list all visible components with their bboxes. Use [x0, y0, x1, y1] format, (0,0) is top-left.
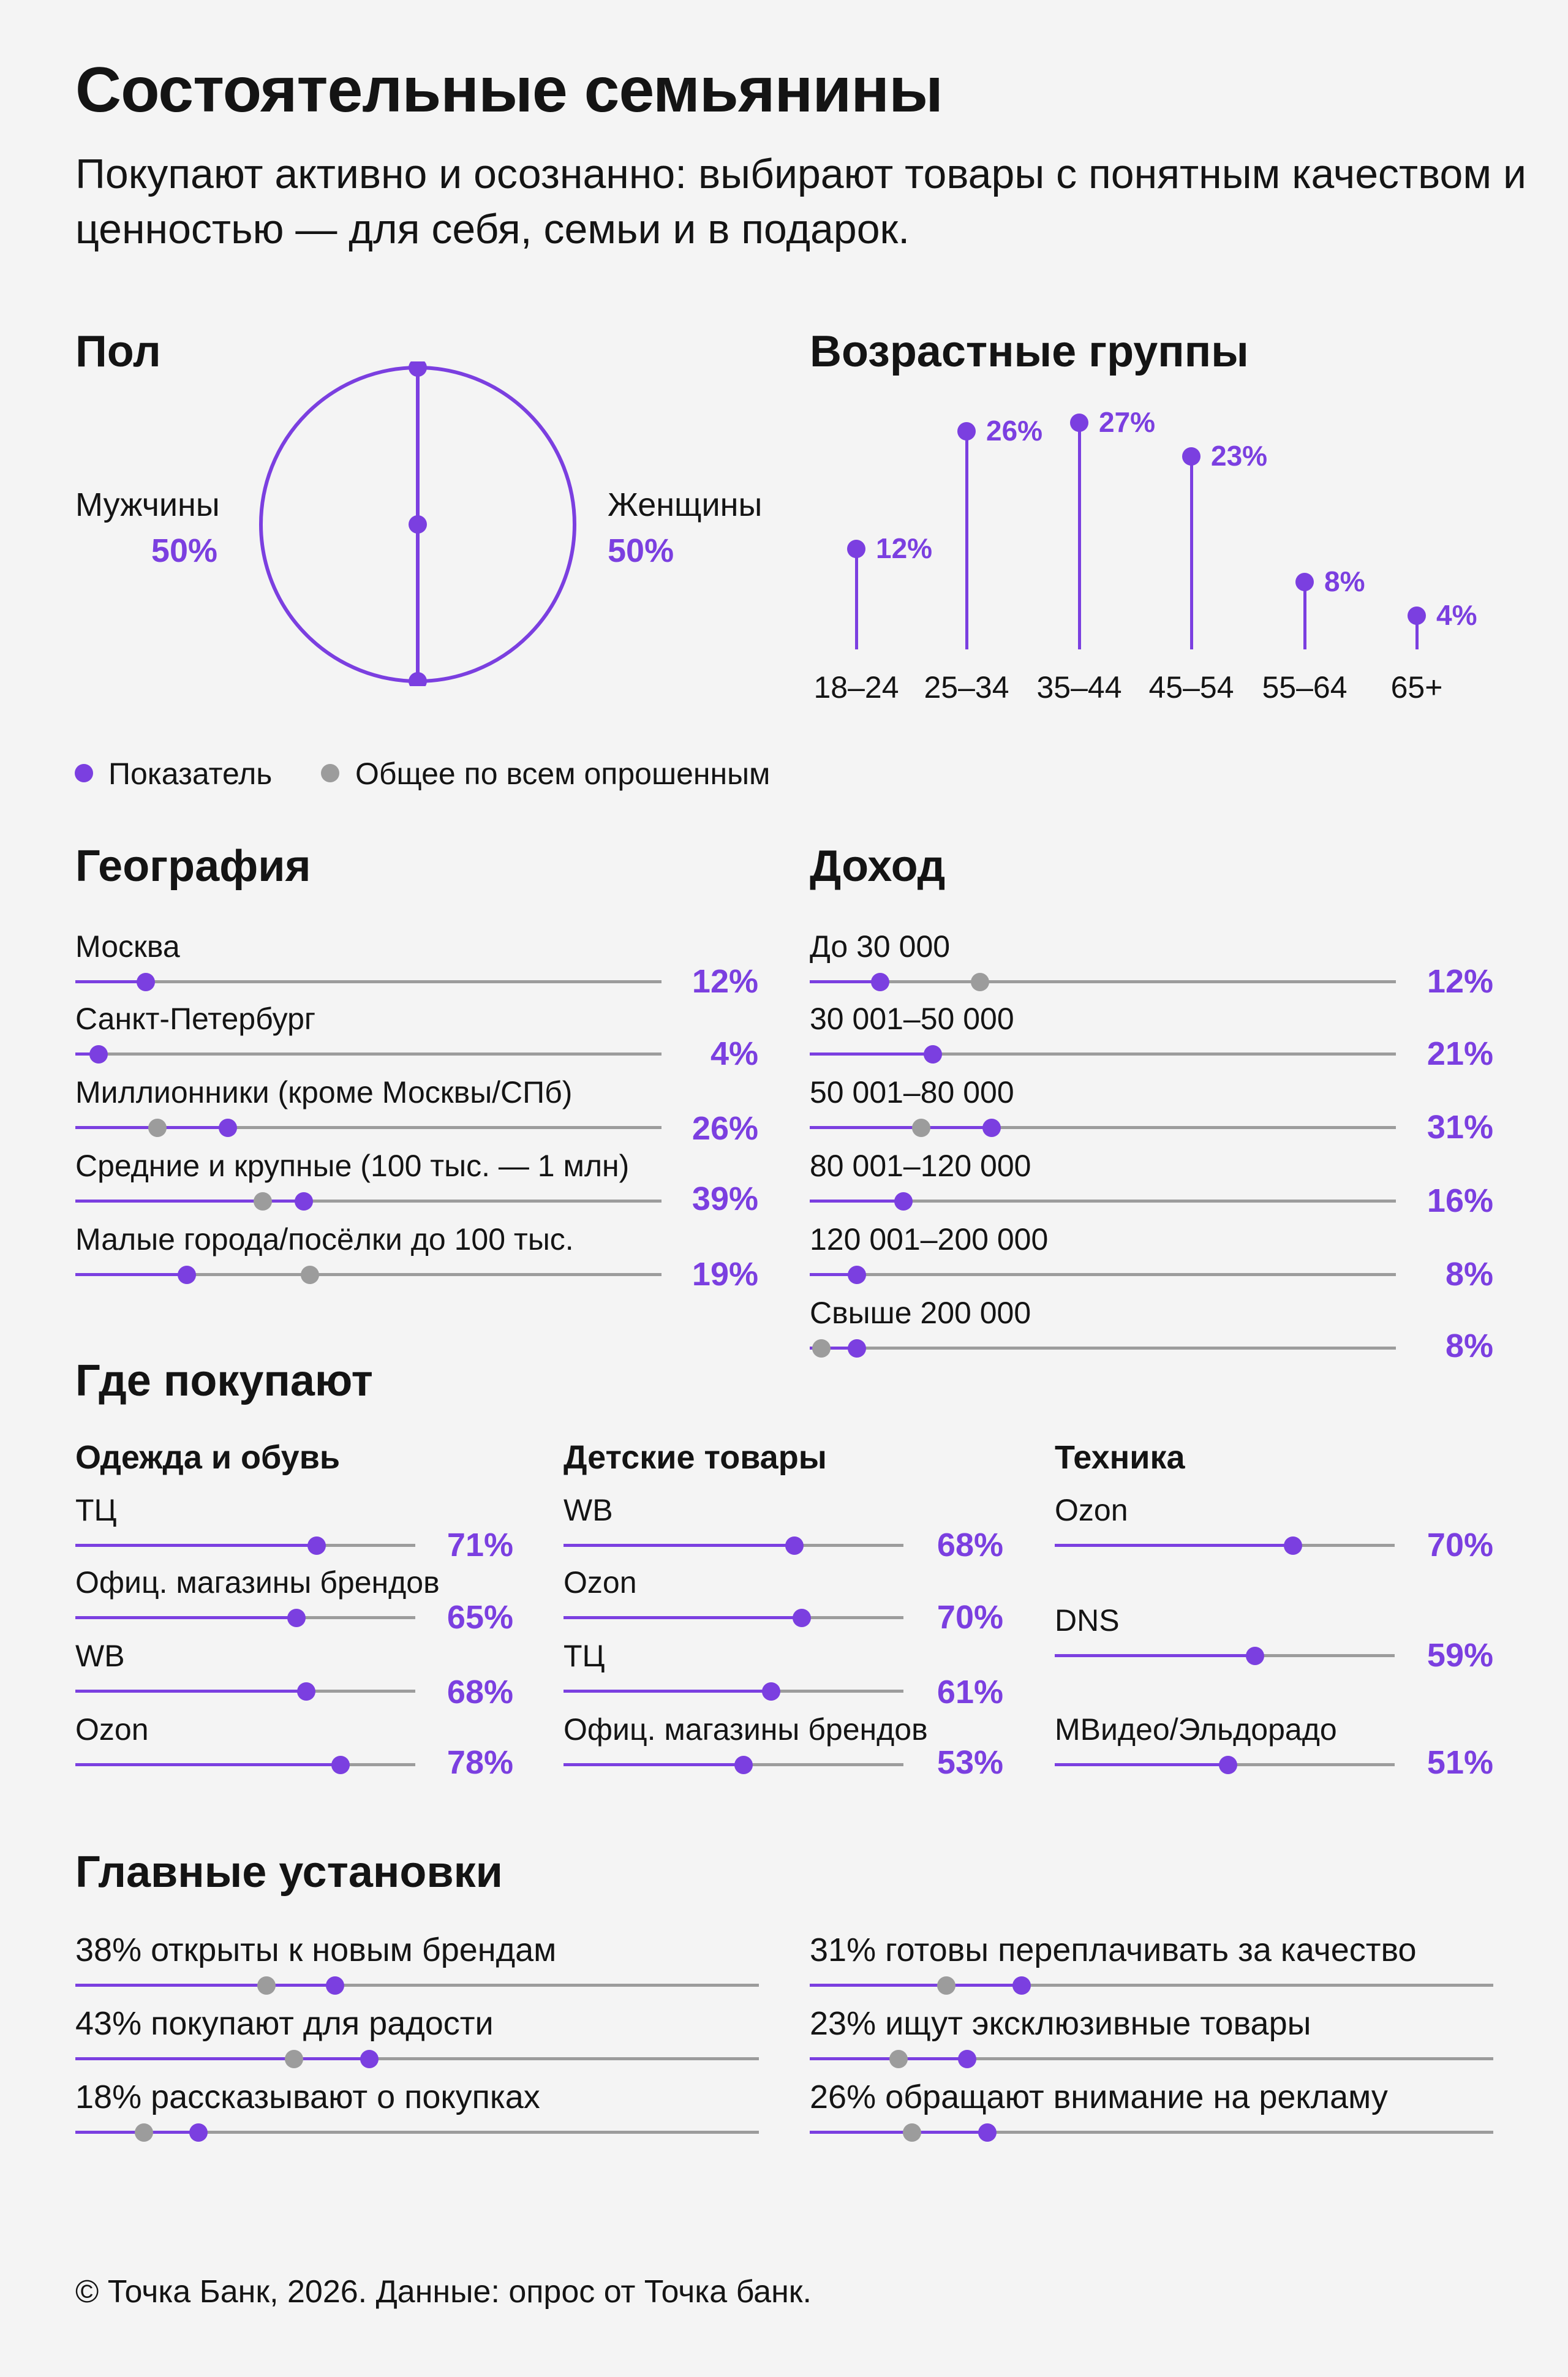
geography-row-overall-dot: [301, 1266, 319, 1284]
where-row-track: [564, 1616, 903, 1619]
where-row-value-dot: [297, 1682, 315, 1701]
geography-row-value: 19%: [692, 1256, 758, 1293]
income-row-label: Свыше 200 000: [810, 1296, 1031, 1330]
where-row-value-dot: [1246, 1647, 1264, 1665]
income-row-fill: [810, 1200, 903, 1203]
income-row-fill: [810, 1052, 933, 1056]
age-title: Возрастные группы: [810, 327, 1249, 376]
income-row-track: [810, 1052, 1396, 1056]
where-row-track: [1055, 1544, 1395, 1547]
age-bar-label: 65+: [1390, 670, 1443, 705]
income-row-value-dot: [871, 973, 889, 991]
legend-overall-label: Общее по всем опрошенным: [355, 757, 771, 791]
attitude-row-overall-dot: [285, 2050, 303, 2068]
men-value: 50%: [151, 532, 217, 569]
geography-row-value: 26%: [692, 1110, 758, 1147]
income-row-value-dot: [848, 1339, 866, 1358]
attitude-row-overall-dot: [937, 1976, 956, 1995]
geography-row-value-dot: [89, 1045, 108, 1064]
geography-row-value: 39%: [692, 1181, 758, 1217]
where-row-label: Ozon: [1055, 1493, 1128, 1527]
where-row-value-dot: [793, 1609, 811, 1627]
where-row-value: 78%: [447, 1744, 513, 1781]
where-row-value-dot: [1284, 1536, 1302, 1555]
attitudes-title: Главные установки: [75, 1848, 503, 1897]
where-title: Где покупают: [75, 1356, 373, 1405]
age-bar-dot: [1295, 573, 1314, 591]
where-row-label: Офиц. магазины брендов: [75, 1565, 440, 1600]
where-row-track: [564, 1763, 903, 1766]
attitude-row-overall-dot: [135, 2123, 153, 2142]
geography-row-track: [75, 980, 662, 983]
where-row-label: МВидео/Эльдорадо: [1055, 1712, 1337, 1747]
where-row-label: WB: [564, 1493, 613, 1527]
where-group-title-kids: Детские товары: [564, 1439, 827, 1476]
where-row-fill: [75, 1616, 296, 1619]
where-row-value-dot: [307, 1536, 326, 1555]
income-row-label: 120 001–200 000: [810, 1222, 1049, 1257]
geography-row-label: Санкт-Петербург: [75, 1002, 316, 1036]
income-title: Доход: [810, 842, 946, 891]
where-row-value: 70%: [937, 1599, 1003, 1636]
income-row-overall-dot: [912, 1119, 930, 1137]
age-bar: [1078, 423, 1081, 649]
income-row-track: [810, 1347, 1396, 1350]
where-row-value-dot: [785, 1536, 804, 1555]
income-row-value-dot: [848, 1266, 866, 1284]
geography-row-track: [75, 1126, 662, 1129]
attitude-row-track: [810, 2131, 1493, 2134]
geography-row-value-dot: [219, 1119, 237, 1137]
geography-row-value-dot: [295, 1192, 313, 1211]
attitude-row-track: [75, 2131, 759, 2134]
age-bar: [965, 431, 968, 649]
age-bar-value: 26%: [986, 414, 1043, 447]
attitude-row-value-dot: [326, 1976, 344, 1995]
attitude-row-value-dot: [958, 2050, 976, 2068]
geography-row-overall-dot: [254, 1192, 272, 1211]
where-row-value: 70%: [1427, 1527, 1493, 1563]
women-value: 50%: [608, 532, 674, 569]
geography-row-value: 12%: [692, 963, 758, 1000]
attitude-row-fill: [810, 1984, 1022, 1987]
income-row-fill: [810, 1126, 992, 1129]
attitude-row-fill: [810, 2131, 987, 2134]
income-row-label: До 30 000: [810, 929, 951, 964]
where-row-track: [1055, 1654, 1395, 1657]
gender-dot-center: [409, 515, 427, 534]
where-row-fill: [75, 1690, 306, 1693]
where-row-track: [75, 1616, 415, 1619]
where-row-value: 65%: [447, 1599, 513, 1636]
geography-row-track: [75, 1052, 662, 1056]
attitude-row-label: 18% рассказывают о покупках: [75, 2079, 540, 2115]
where-row-label: Офиц. магазины брендов: [564, 1712, 928, 1747]
income-row-value-dot: [982, 1119, 1001, 1137]
where-row-fill: [1055, 1654, 1255, 1657]
men-label: Мужчины: [75, 486, 220, 523]
where-row-value: 61%: [937, 1674, 1003, 1710]
where-row-track: [564, 1690, 903, 1693]
geography-row-overall-dot: [148, 1119, 167, 1137]
where-group-title-tech: Техника: [1055, 1439, 1185, 1476]
age-bar-value: 4%: [1436, 599, 1477, 632]
attitude-row-value-dot: [189, 2123, 208, 2142]
income-row-label: 50 001–80 000: [810, 1075, 1014, 1109]
legend-overall-dot: [321, 764, 339, 782]
gender-title: Пол: [75, 327, 161, 376]
legend-indicator-dot: [75, 764, 93, 782]
where-row-label: Ozon: [75, 1712, 149, 1747]
footer-source: © Точка Банк, 2026. Данные: опрос от Точка банк.: [75, 2274, 812, 2310]
page-title: Состоятельные семьянины: [75, 55, 943, 126]
where-row-fill: [75, 1763, 341, 1766]
attitude-row-value-dot: [360, 2050, 379, 2068]
where-row-value: 71%: [447, 1527, 513, 1563]
attitude-row-track: [75, 1984, 759, 1987]
age-bar-value: 12%: [876, 532, 933, 564]
attitude-row-label: 23% ищут эксклюзивные товары: [810, 2005, 1311, 2042]
attitude-row-label: 26% обращают внимание на рекламу: [810, 2079, 1388, 2115]
age-bar: [1190, 456, 1193, 649]
income-row-value: 8%: [1445, 1328, 1493, 1364]
income-row-overall-dot: [971, 973, 989, 991]
where-row-track: [75, 1690, 415, 1693]
where-row-fill: [564, 1544, 794, 1547]
where-row-value-dot: [762, 1682, 780, 1701]
where-row-value-dot: [734, 1756, 753, 1774]
age-lollipop-chart: [796, 392, 1507, 705]
age-bar-value: 23%: [1211, 439, 1268, 472]
page-subtitle: Покупают активно и осознанно: выбирают товары с понятным качеством и ценностью — для себя, семьи и в подарок.: [75, 151, 1526, 252]
age-bar-dot: [1070, 414, 1088, 432]
where-row-value-dot: [1219, 1756, 1237, 1774]
geography-title: География: [75, 842, 311, 891]
attitude-row-track: [810, 2057, 1493, 2060]
age-bar-label: 35–44: [1036, 670, 1122, 705]
age-bar-dot: [957, 422, 976, 440]
where-row-track: [75, 1763, 415, 1766]
where-row-value: 68%: [447, 1674, 513, 1710]
age-bar-dot: [1408, 607, 1426, 625]
where-row-label: DNS: [1055, 1603, 1120, 1638]
age-bar-label: 55–64: [1262, 670, 1348, 705]
where-row-fill: [1055, 1763, 1228, 1766]
income-row-track: [810, 1273, 1396, 1276]
income-row-track: [810, 980, 1396, 983]
attitude-row-fill: [75, 2057, 369, 2060]
geography-row-label: Средние и крупные (100 тыс. — 1 млн): [75, 1149, 630, 1183]
where-row-label: ТЦ: [75, 1493, 117, 1527]
where-row-value: 68%: [937, 1527, 1003, 1563]
geography-row-track: [75, 1273, 662, 1276]
where-row-fill: [564, 1616, 802, 1619]
gender-circle-chart: [257, 361, 582, 686]
geography-row-label: Миллионники (кроме Москвы/СПб): [75, 1075, 573, 1109]
attitude-row-overall-dot: [889, 2050, 908, 2068]
attitude-row-label: 38% открыты к новым брендам: [75, 1932, 557, 1968]
age-bar-label: 45–54: [1148, 670, 1234, 705]
geography-row-label: Москва: [75, 929, 180, 964]
age-bar-value: 8%: [1324, 565, 1365, 598]
income-row-track: [810, 1126, 1396, 1129]
income-row-label: 80 001–120 000: [810, 1149, 1031, 1183]
where-row-fill: [564, 1690, 771, 1693]
geography-row-value: 4%: [710, 1035, 758, 1072]
attitude-row-fill: [75, 1984, 335, 1987]
income-row-fill: [810, 980, 880, 983]
gender-dot-bottom: [409, 672, 427, 686]
where-row-value: 53%: [937, 1744, 1003, 1781]
where-row-track: [75, 1544, 415, 1547]
geography-row-value-dot: [137, 973, 155, 991]
income-row-value: 8%: [1445, 1256, 1493, 1293]
attitude-row-overall-dot: [257, 1976, 276, 1995]
where-row-value-dot: [287, 1609, 306, 1627]
income-row-value: 16%: [1427, 1182, 1493, 1219]
age-bar-dot: [847, 540, 865, 558]
age-bar-label: 25–34: [924, 670, 1009, 705]
attitude-row-overall-dot: [903, 2123, 921, 2142]
income-row-value: 12%: [1427, 963, 1493, 1000]
income-row-value-dot: [924, 1045, 942, 1064]
attitude-row-track: [810, 1984, 1493, 1987]
age-bar-dot: [1182, 447, 1200, 466]
age-bar: [855, 549, 858, 649]
attitude-row-track: [75, 2057, 759, 2060]
where-row-fill: [1055, 1544, 1293, 1547]
attitude-row-value-dot: [978, 2123, 997, 2142]
income-row-track: [810, 1200, 1396, 1203]
attitude-row-label: 31% готовы переплачивать за качество: [810, 1932, 1417, 1968]
attitude-row-fill: [810, 2057, 967, 2060]
where-row-value-dot: [331, 1756, 350, 1774]
where-row-value: 51%: [1427, 1744, 1493, 1781]
geography-row-fill: [75, 980, 146, 983]
geography-row-value-dot: [178, 1266, 196, 1284]
legend-indicator-label: Показатель: [108, 757, 273, 791]
age-bar-label: 18–24: [813, 670, 899, 705]
where-row-fill: [564, 1763, 744, 1766]
attitude-row-value-dot: [1012, 1976, 1031, 1995]
where-row-label: WB: [75, 1639, 125, 1673]
women-label: Женщины: [608, 486, 763, 523]
where-row-label: ТЦ: [564, 1639, 605, 1673]
where-row-value: 59%: [1427, 1637, 1493, 1674]
geography-row-fill: [75, 1273, 187, 1276]
income-row-value-dot: [894, 1192, 913, 1211]
age-bar: [1303, 582, 1306, 649]
income-row-overall-dot: [812, 1339, 831, 1358]
gender-dot-top: [409, 361, 427, 377]
where-row-label: Ozon: [564, 1565, 637, 1600]
income-row-label: 30 001–50 000: [810, 1002, 1014, 1036]
where-row-track: [564, 1544, 903, 1547]
attitude-row-label: 43% покупают для радости: [75, 2005, 494, 2042]
age-bar-value: 27%: [1099, 406, 1156, 438]
geography-row-label: Малые города/посёлки до 100 тыс.: [75, 1222, 574, 1257]
where-row-fill: [75, 1544, 317, 1547]
income-row-value: 31%: [1427, 1109, 1493, 1146]
where-row-track: [1055, 1763, 1395, 1766]
geography-row-track: [75, 1200, 662, 1203]
where-group-title-clothes: Одежда и обувь: [75, 1439, 341, 1476]
income-row-value: 21%: [1427, 1035, 1493, 1072]
